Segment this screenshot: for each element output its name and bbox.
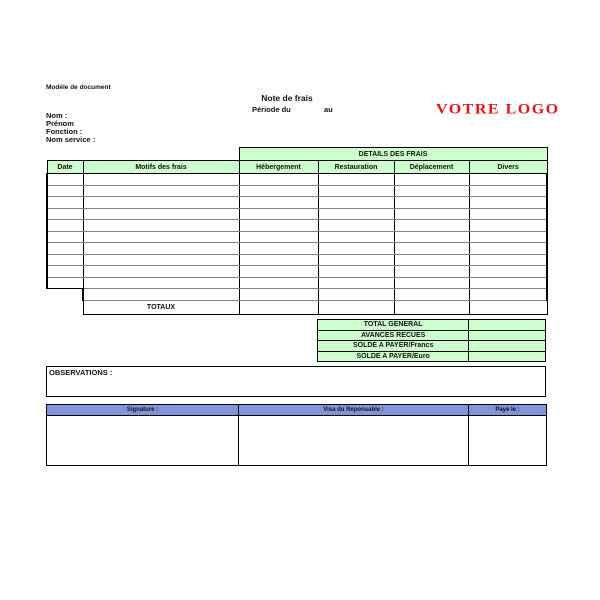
deplacement-cell[interactable] <box>394 174 469 186</box>
expense-row <box>47 185 547 197</box>
deplacement-cell[interactable] <box>394 231 469 243</box>
hebergement-cell[interactable] <box>239 231 318 243</box>
motif-cell[interactable] <box>83 254 239 266</box>
restauration-cell[interactable] <box>318 243 394 255</box>
restauration-cell[interactable] <box>318 197 394 209</box>
paye-le-area[interactable] <box>469 416 547 466</box>
solde-francs-value[interactable] <box>469 341 546 352</box>
details-group-header: DETAILS DES FRAIS <box>239 148 547 161</box>
date-cell[interactable] <box>47 277 83 289</box>
date-cell[interactable] <box>47 266 83 278</box>
deplacement-cell[interactable] <box>394 220 469 232</box>
divers-cell[interactable] <box>469 231 547 243</box>
signature-area[interactable] <box>47 416 239 466</box>
deplacement-cell[interactable] <box>394 243 469 255</box>
motif-cell[interactable] <box>83 289 239 301</box>
expense-row <box>47 220 547 232</box>
hebergement-cell[interactable] <box>239 243 318 255</box>
paye-le-header: Payé le : <box>469 405 547 416</box>
hebergement-cell[interactable] <box>239 289 318 301</box>
company-logo-placeholder: VOTRE LOGO <box>436 101 560 118</box>
visa-area[interactable] <box>239 416 469 466</box>
divers-cell[interactable] <box>469 208 547 220</box>
totals-row-label: TOTAUX <box>83 301 239 315</box>
restauration-cell[interactable] <box>318 289 394 301</box>
restauration-cell[interactable] <box>318 254 394 266</box>
motif-cell[interactable] <box>83 231 239 243</box>
expense-row <box>47 277 547 289</box>
date-cell[interactable] <box>47 254 83 266</box>
expense-table <box>46 147 548 315</box>
spacer-cell <box>47 289 83 301</box>
deplacement-cell[interactable] <box>394 266 469 278</box>
restauration-cell[interactable] <box>318 185 394 197</box>
total-deplacement-cell[interactable] <box>394 301 469 315</box>
hebergement-cell[interactable] <box>239 174 318 186</box>
deplacement-cell[interactable] <box>394 277 469 289</box>
summary-row <box>318 341 546 352</box>
hebergement-cell[interactable] <box>239 266 318 278</box>
total-general-value[interactable] <box>469 320 546 331</box>
restauration-cell[interactable] <box>318 220 394 232</box>
expense-row <box>47 174 547 186</box>
date-cell[interactable] <box>47 231 83 243</box>
summary-row <box>318 330 546 341</box>
expense-row <box>47 208 547 220</box>
expense-row <box>47 254 547 266</box>
hebergement-cell[interactable] <box>239 197 318 209</box>
divers-cell[interactable] <box>469 266 547 278</box>
total-restauration-cell[interactable] <box>318 301 394 315</box>
column-header-restauration: Restauration <box>318 161 394 174</box>
column-header-deplacement: Déplacement <box>394 161 469 174</box>
motif-cell[interactable] <box>83 243 239 255</box>
total-divers-cell[interactable] <box>469 301 547 315</box>
divers-cell[interactable] <box>469 277 547 289</box>
divers-cell[interactable] <box>469 185 547 197</box>
name-label: Nom : <box>46 111 68 120</box>
totals-row <box>47 301 547 315</box>
divers-cell[interactable] <box>469 254 547 266</box>
template-label: Modèle de document <box>46 84 111 91</box>
signature-header: Signature : <box>47 405 239 416</box>
total-hebergement-cell[interactable] <box>239 301 318 315</box>
function-label: Fonction : <box>46 127 83 136</box>
hebergement-cell[interactable] <box>239 208 318 220</box>
restauration-cell[interactable] <box>318 266 394 278</box>
column-header-motifs: Motifs des frais <box>83 161 239 174</box>
date-cell[interactable] <box>47 208 83 220</box>
date-cell[interactable] <box>47 220 83 232</box>
divers-cell[interactable] <box>469 197 547 209</box>
hebergement-cell[interactable] <box>239 220 318 232</box>
hebergement-cell[interactable] <box>239 254 318 266</box>
date-cell[interactable] <box>47 185 83 197</box>
summary-row <box>318 320 546 331</box>
divers-cell[interactable] <box>469 174 547 186</box>
solde-francs-label: SOLDE A PAYER/Francs <box>318 341 469 352</box>
expense-row <box>47 243 547 255</box>
divers-cell[interactable] <box>469 289 547 301</box>
restauration-cell[interactable] <box>318 231 394 243</box>
expense-row <box>47 197 547 209</box>
total-general-label: TOTAL GENERAL <box>318 320 469 331</box>
expense-row-no-date <box>47 289 547 301</box>
divers-cell[interactable] <box>469 220 547 232</box>
divers-cell[interactable] <box>469 243 547 255</box>
restauration-cell[interactable] <box>318 208 394 220</box>
period-from-label: Période du <box>252 105 291 114</box>
restauration-cell[interactable] <box>318 277 394 289</box>
column-header-hebergement: Hébergement <box>239 161 318 174</box>
spacer-cell <box>47 148 239 161</box>
deplacement-cell[interactable] <box>394 289 469 301</box>
column-header-date: Date <box>47 161 83 174</box>
summary-section <box>317 319 546 362</box>
hebergement-cell[interactable] <box>239 277 318 289</box>
motif-cell[interactable] <box>83 185 239 197</box>
motif-cell[interactable] <box>83 208 239 220</box>
avances-recues-value[interactable] <box>469 330 546 341</box>
motif-cell[interactable] <box>83 174 239 186</box>
page-title: Note de frais <box>261 93 313 103</box>
solde-euro-label: SOLDE A PAYER/Euro <box>318 351 469 362</box>
column-header-divers: Divers <box>469 161 547 174</box>
firstname-label: Prénom <box>46 119 74 128</box>
restauration-cell[interactable] <box>318 174 394 186</box>
period-to-label: au <box>324 105 333 114</box>
deplacement-cell[interactable] <box>394 185 469 197</box>
hebergement-cell[interactable] <box>239 185 318 197</box>
date-cell[interactable] <box>47 243 83 255</box>
service-label: Nom service : <box>46 135 96 144</box>
date-cell[interactable] <box>47 174 83 186</box>
motif-cell[interactable] <box>83 197 239 209</box>
avances-recues-label: AVANCES RECUES <box>318 330 469 341</box>
date-cell[interactable] <box>47 197 83 209</box>
motif-cell[interactable] <box>83 277 239 289</box>
visa-header: Visa du Reponsable : <box>239 405 469 416</box>
expense-row <box>47 266 547 278</box>
signature-table <box>46 404 547 466</box>
observations-box[interactable] <box>46 366 546 397</box>
deplacement-cell[interactable] <box>394 254 469 266</box>
summary-table <box>317 319 546 362</box>
motif-cell[interactable] <box>83 220 239 232</box>
observations-label: OBSERVATIONS : <box>49 368 113 377</box>
deplacement-cell[interactable] <box>394 197 469 209</box>
identity-fields <box>46 112 95 144</box>
deplacement-cell[interactable] <box>394 208 469 220</box>
spacer-cell <box>47 301 83 315</box>
motif-cell[interactable] <box>83 266 239 278</box>
summary-row <box>318 351 546 362</box>
expense-row <box>47 231 547 243</box>
solde-euro-value[interactable] <box>469 351 546 362</box>
